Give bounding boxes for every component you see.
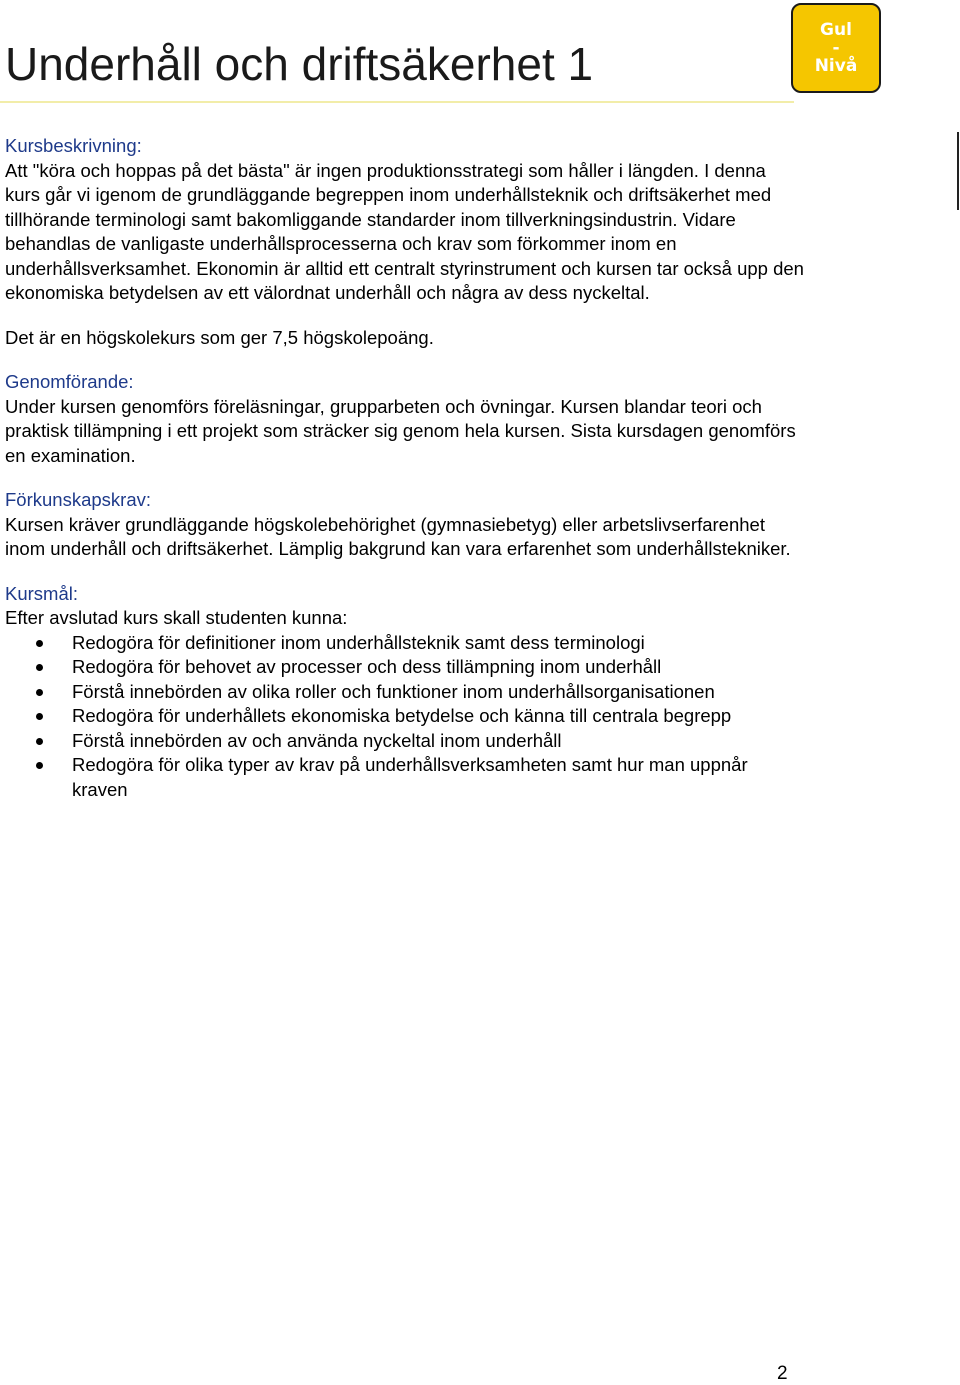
list-item <box>5 729 805 754</box>
bullet-icon <box>36 664 43 671</box>
goal-text: Redogöra för olika typer av krav på underhållsverksamheten samt hur man uppnår kraven <box>72 754 748 800</box>
goal-text: Redogöra för underhållets ekonomiska betydelse och känna till centrala begrepp <box>72 705 732 726</box>
page-number: 2 <box>777 1363 788 1384</box>
goals-list <box>5 631 805 803</box>
bullet-icon <box>36 762 43 769</box>
margin-mark <box>957 132 959 210</box>
list-item <box>5 704 805 729</box>
page-title: Underhåll och driftsäkerhet 1 <box>5 38 594 90</box>
level-badge <box>791 3 881 93</box>
heading-genomforande: Genomförande: <box>5 371 134 392</box>
heading-forkunskapskrav: Förkunskapskrav: <box>5 489 151 510</box>
paragraph-genomforande: Under kursen genomförs föreläsningar, grupparbeten och övningar. Kursen blandar teori och praktisk tillämpning i ett projekt som sträcker sig genom hela kursen. Sista kursdagen genomförs en examination. <box>5 395 796 466</box>
badge-line-1: Gul <box>820 20 852 40</box>
goal-text: Redogöra för definitioner inom underhållsteknik samt dess terminologi <box>72 631 645 653</box>
goal-text: Förstå innebörden av och använda nyckeltal inom underhåll <box>72 729 562 751</box>
paragraph-kursbeskrivning: Att "köra och hoppas på det bästa" är ingen produktionsstrategi som håller i längden. I denna kurs går vi igenom de grundläggande begreppen inom underhållsteknik och driftsäkerhet med tillhörande terminologi samt bakomliggande standarder inom tillverkningsindustrin. Vidare behandlas de vanligaste underhållsprocesserna och krav som förkommer inom en underhållsverksamhet. Ekonomin är alltid ett centralt styrinstrument och kursen tar också upp den ekonomiska betydelsen av ett välordnat underhåll och några av dess nyckeltal. <box>5 159 804 303</box>
heading-kursmal: Kursmål: <box>5 582 78 604</box>
heading-kursbeskrivning: Kursbeskrivning: <box>5 135 142 156</box>
title-divider <box>0 101 794 103</box>
document-body <box>5 134 805 802</box>
badge-line-3: Nivå <box>814 56 858 76</box>
list-item <box>5 631 805 656</box>
badge-line-2: - <box>832 38 840 58</box>
list-item <box>5 753 805 802</box>
paragraph-kursmal-intro: Efter avslutad kurs skall studenten kunna: <box>5 607 348 628</box>
bullet-icon <box>36 713 43 720</box>
bullet-icon <box>36 689 43 696</box>
paragraph-credits: Det är en högskolekurs som ger 7,5 högskolepoäng. <box>5 326 434 348</box>
goal-text: Redogöra för behovet av processer och dess tillämpning inom underhåll <box>72 656 662 677</box>
goal-text: Förstå innebörden av olika roller och funktioner inom underhållsorganisationen <box>72 680 715 702</box>
list-item <box>5 655 805 680</box>
paragraph-forkunskapskrav: Kursen kräver grundläggande högskolebehörighet (gymnasiebetyg) eller arbetslivserfarenhet inom underhåll och driftsäkerhet. Lämplig bakgrund kan vara erfarenhet som underhållstekniker. <box>5 513 791 559</box>
bullet-icon <box>36 640 43 647</box>
list-item <box>5 680 805 705</box>
bullet-icon <box>36 738 43 745</box>
